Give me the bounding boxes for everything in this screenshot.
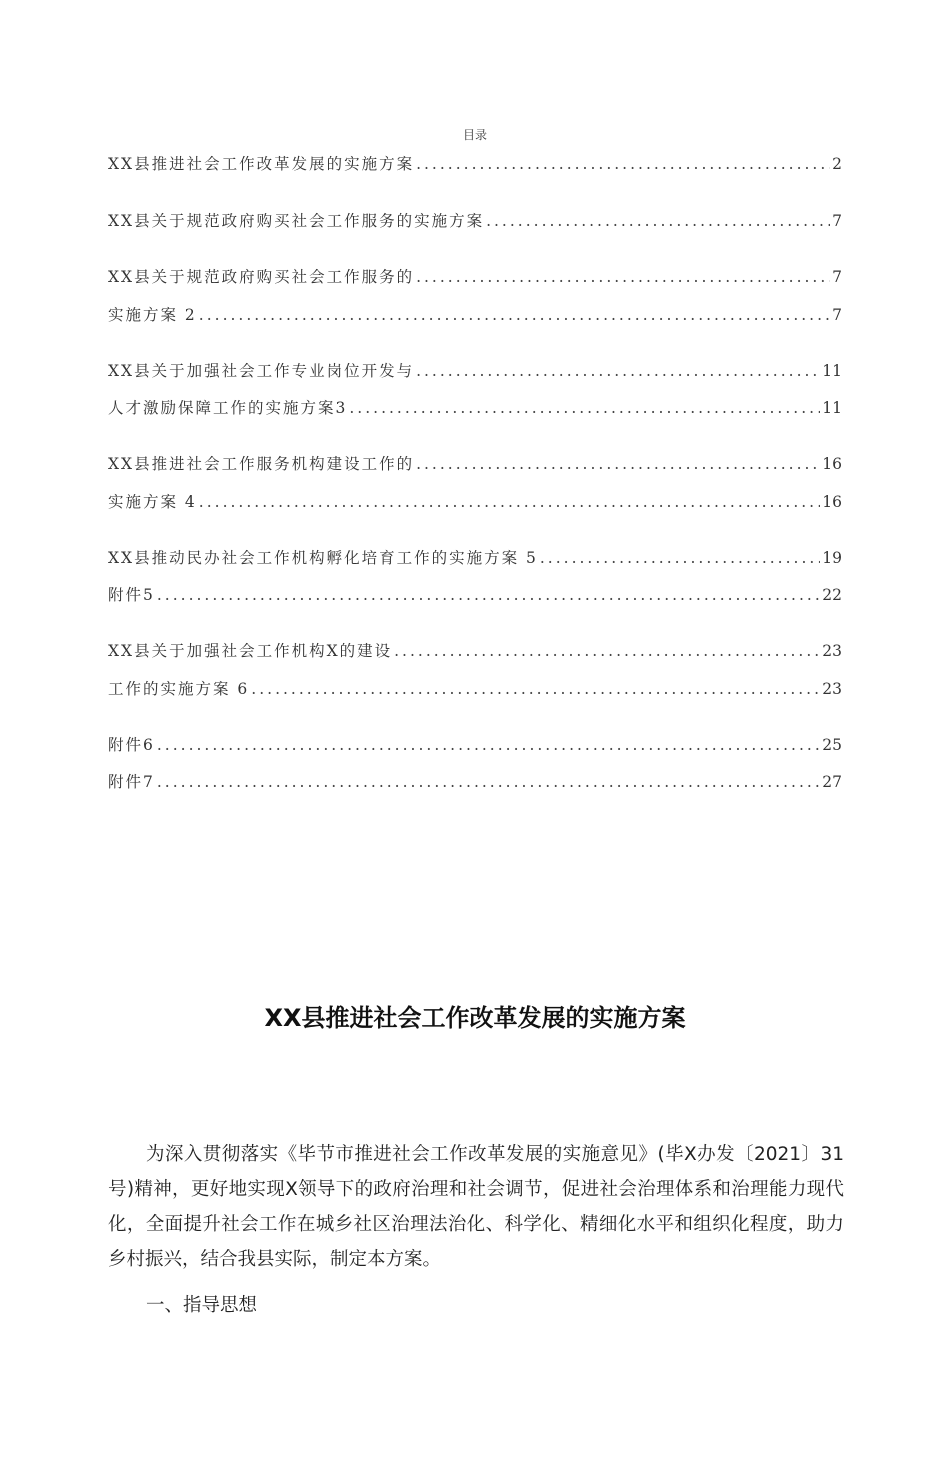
toc-entry[interactable]: [108, 209, 842, 233]
toc-entry[interactable]: [108, 639, 842, 663]
toc-entry-page: 7: [832, 268, 842, 286]
section-heading: 一、指导思想: [146, 1295, 258, 1316]
toc-leader-dots: [540, 549, 820, 567]
toc-leader-dots: [416, 268, 830, 286]
intro-paragraph: 为深入贯彻落实《毕节市推进社会工作改革发展的实施意见》(毕X办发〔2021〕31号)精神，更好地实现X领导下的政府治理和社会调节，促进社会治理体系和治理能力现代化，全面提升社会工作在城乡社区治理法治化、科学化、精细化水平和组织化程度，助力乡村振兴，结合我县实际，制定本方案。: [108, 1144, 844, 1270]
toc-entry-text: XX县关于规范政府购买社会工作服务的实施方案: [108, 212, 485, 230]
toc-entry[interactable]: [108, 396, 842, 420]
toc-entry[interactable]: [108, 546, 842, 570]
toc-entry-page: 2: [832, 155, 842, 173]
toc-leader-dots: [157, 736, 820, 754]
toc-entry-page: 7: [832, 212, 842, 230]
toc-leader-dots: [486, 212, 830, 230]
toc-entry[interactable]: [108, 265, 842, 289]
toc-leader-dots: [199, 493, 820, 511]
toc-leader-dots: [416, 155, 830, 173]
toc-entry-text: XX县推进社会工作改革发展的实施方案: [108, 155, 415, 173]
toc-entry[interactable]: [108, 677, 842, 701]
toc-entry-page: 7: [832, 306, 842, 324]
toc-entry[interactable]: [108, 770, 842, 794]
toc-entry-page: 11: [822, 399, 842, 417]
document-title: XX县推进社会工作改革发展的实施方案: [264, 1004, 686, 1032]
toc-entry-text: XX县推动民办社会工作机构孵化培育工作的实施方案 5: [108, 549, 538, 567]
toc-entry[interactable]: [108, 490, 842, 514]
toc-entry-page: 19: [822, 549, 842, 567]
toc-entry-text: 附件6: [108, 736, 155, 754]
toc-entry-page: 11: [822, 362, 842, 380]
toc-entry[interactable]: [108, 359, 842, 383]
toc-entry-page: 22: [822, 586, 842, 604]
toc-entry-text: XX县关于加强社会工作专业岗位开发与: [108, 362, 415, 380]
toc-entry-page: 25: [822, 736, 842, 754]
toc-entry-page: 27: [822, 773, 842, 791]
toc-entry-page: 23: [822, 642, 842, 660]
toc-leader-dots: [416, 455, 820, 473]
toc-entry-text: XX县关于规范政府购买社会工作服务的: [108, 268, 415, 286]
toc-entry[interactable]: [108, 452, 842, 476]
toc-entry[interactable]: [108, 583, 842, 607]
toc-entry-text: XX县推进社会工作服务机构建设工作的: [108, 455, 415, 473]
toc-entry-text: 实施方案 4: [108, 493, 197, 511]
toc-leader-dots: [199, 306, 830, 324]
toc-entry-text: 工作的实施方案 6: [108, 680, 250, 698]
toc-leader-dots: [157, 773, 820, 791]
toc-entry-text: 附件5: [108, 586, 155, 604]
toc-entry-text: 实施方案 2: [108, 306, 197, 324]
toc-entry-text: XX县关于加强社会工作机构X的建设: [108, 642, 393, 660]
toc-entry-page: 16: [822, 493, 842, 511]
toc-entry-text: 人才激励保障工作的实施方案3: [108, 399, 348, 417]
toc-leader-dots: [251, 680, 820, 698]
toc-entry[interactable]: [108, 733, 842, 757]
toc-leader-dots: [157, 586, 820, 604]
toc-title: 目录: [462, 128, 487, 142]
toc-entry-text: 附件7: [108, 773, 155, 791]
toc-entry[interactable]: [108, 303, 842, 327]
toc-leader-dots: [416, 362, 820, 380]
toc-entry[interactable]: [108, 152, 842, 176]
toc-entry-page: 16: [822, 455, 842, 473]
toc-leader-dots: [349, 399, 820, 417]
toc-leader-dots: [394, 642, 820, 660]
toc-entry-page: 23: [822, 680, 842, 698]
